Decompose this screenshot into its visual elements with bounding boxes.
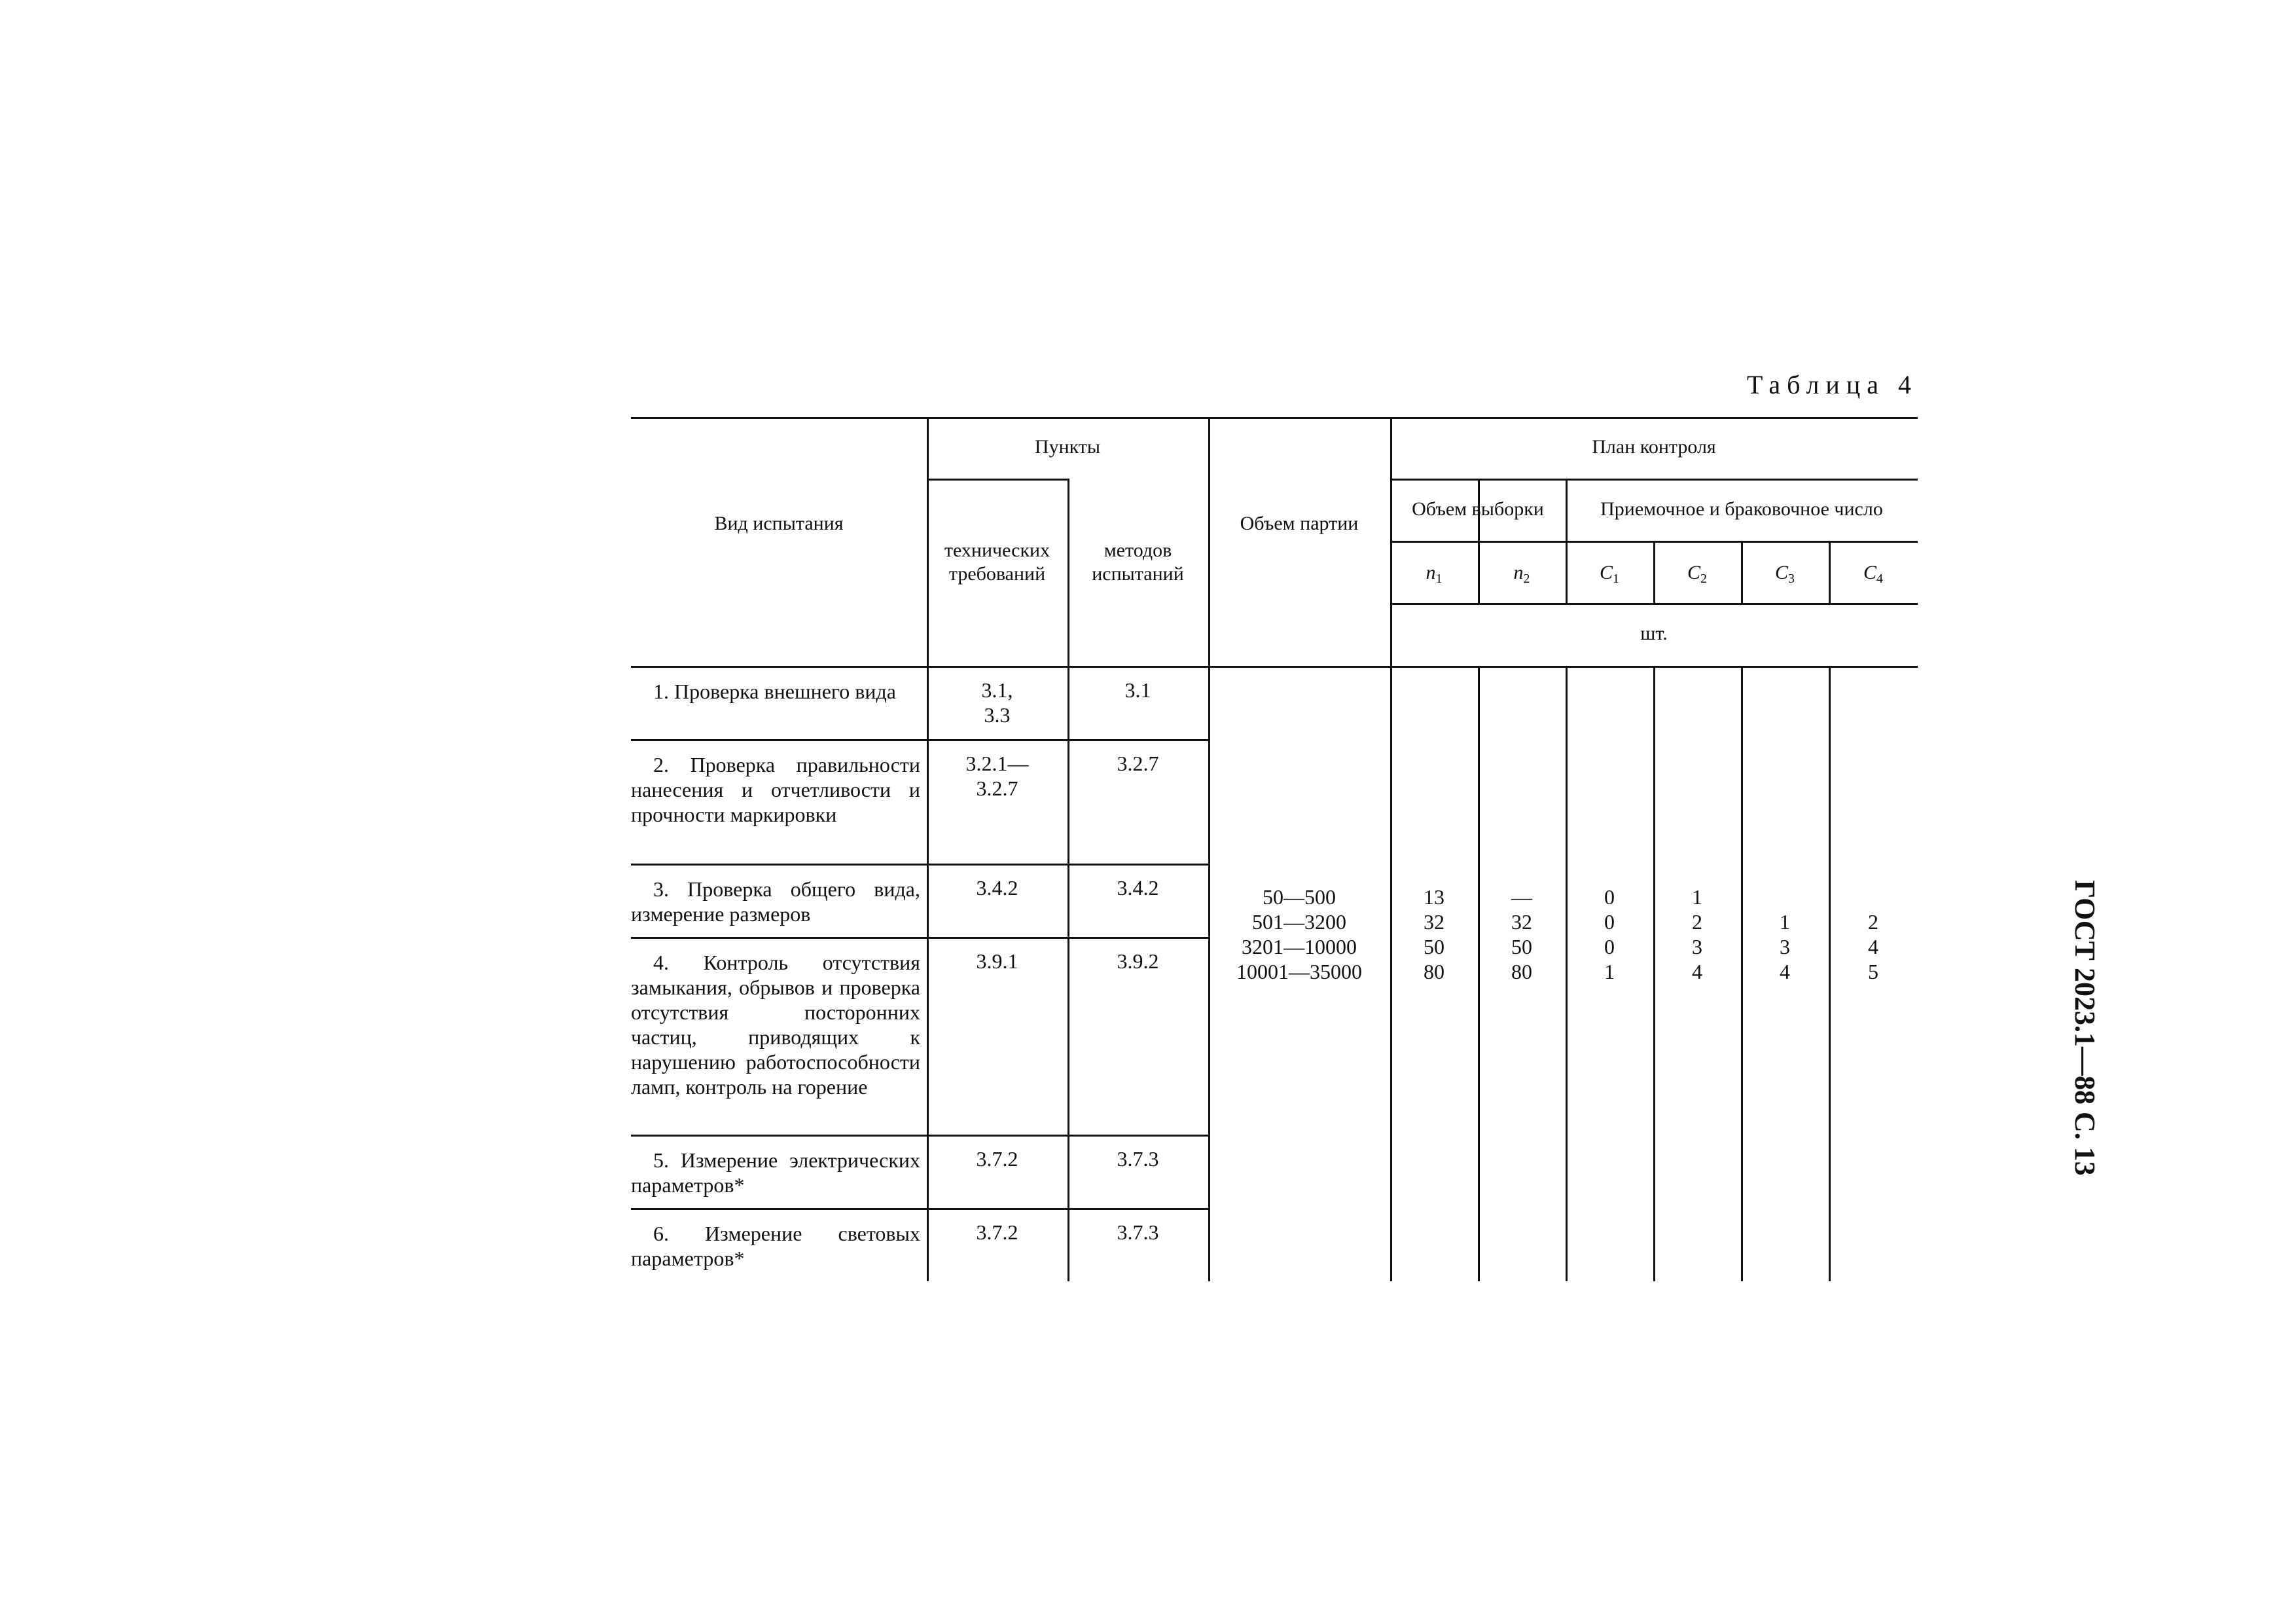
- header-control-plan: План контроля: [1592, 436, 1716, 458]
- row-2-bottom-rule: [631, 864, 1208, 866]
- header-c3: [1741, 561, 1829, 591]
- table-row-6-test-methods: 3.7.3: [1117, 1220, 1159, 1244]
- header-c2-subscript: 2: [1700, 572, 1707, 586]
- header-n2-symbol: n: [1513, 562, 1524, 583]
- table-row-3-name: 3. Проверка общего вида, измерение размеров: [631, 877, 920, 926]
- table-row-2-technical-requirements: 3.2.1— 3.2.7: [965, 752, 1029, 800]
- table-row-3-technical-requirements: 3.4.2: [976, 876, 1018, 900]
- table-row-1-technical-requirements: 3.1, 3.3: [981, 678, 1013, 727]
- row-4-bottom-rule: [631, 1135, 1208, 1137]
- table-header-bottom-rule: [631, 666, 1918, 668]
- header-c1-subscript: 1: [1613, 572, 1619, 586]
- header-c1-symbol: C: [1599, 562, 1613, 583]
- header-c3-symbol: C: [1774, 562, 1788, 583]
- header-c4-subscript: 4: [1876, 572, 1883, 586]
- header-c3-subscript: 3: [1788, 572, 1795, 586]
- control-plan-table: [631, 417, 1918, 1281]
- table-row-4-test-methods: 3.9.2: [1117, 949, 1159, 973]
- table-row-3-test-methods: 3.4.2: [1117, 876, 1159, 900]
- header-sample-size: Объем выборки: [1412, 498, 1544, 520]
- table-row-5-technical-requirements: 3.7.2: [976, 1147, 1018, 1171]
- header-clauses-rule: [927, 479, 1067, 481]
- header-n1: [1390, 561, 1478, 591]
- header-c4: [1829, 561, 1918, 591]
- table-row-1-test-methods: 3.1: [1124, 678, 1151, 702]
- table-row-6-name: 6. Измерение световых параметров*: [631, 1222, 920, 1270]
- n1-values: 13 32 50 80: [1424, 885, 1444, 983]
- header-c4-symbol: C: [1863, 562, 1876, 583]
- row-3-bottom-rule: [631, 937, 1208, 939]
- side-running-header: ГОСТ 2023.1—88 С. 13: [2069, 880, 2101, 1176]
- header-c2: [1653, 561, 1741, 591]
- header-c2-symbol: C: [1687, 562, 1700, 583]
- header-technical-requirements: технических требований: [944, 539, 1050, 585]
- c4-values: 2 4 5: [1868, 910, 1878, 983]
- header-plan-rule: [1390, 479, 1918, 481]
- header-n1-subscript: 1: [1435, 572, 1443, 586]
- header-test-methods: методов испытаний: [1092, 539, 1184, 585]
- row-1-bottom-rule: [631, 739, 1208, 741]
- table-row-5-test-methods: 3.7.3: [1117, 1147, 1159, 1171]
- table-row-6-technical-requirements: 3.7.2: [976, 1220, 1018, 1244]
- header-clauses: Пункты: [1034, 436, 1101, 458]
- table-row-4-name: 4. Контроль отсутствия замыкания, обрывов и проверка отсутствия посторонних частиц, приводящих к нарушению работоспособности ламп, контроль на горение: [631, 951, 920, 1099]
- table-row-2-test-methods: 3.2.7: [1117, 752, 1159, 775]
- c2-values: 1 2 3 4: [1692, 885, 1702, 983]
- table-top-rule: [631, 417, 1918, 419]
- header-n2: [1478, 561, 1566, 591]
- table-caption: Таблица 4: [1746, 370, 1918, 399]
- table-row-5-name: 5. Измерение электрических параметров*: [631, 1148, 920, 1197]
- header-acceptance-rejection-number: Приемочное и браковочное число: [1600, 498, 1883, 520]
- c1-values: 0 0 0 1: [1604, 885, 1615, 983]
- vertical-rule-methods: [1208, 417, 1210, 1281]
- table-row-1-name: 1. Проверка внешнего вида: [653, 680, 896, 703]
- vertical-rule-lot-size: [1390, 417, 1392, 1281]
- row-5-bottom-rule: [631, 1208, 1208, 1210]
- header-lot-size: Объем партии: [1240, 513, 1359, 534]
- n2-values: — 32 50 80: [1511, 885, 1532, 983]
- table-row-2-name: 2. Проверка правильности нанесения и отчетливости и прочности маркировки: [631, 753, 920, 826]
- lot-size-values: 50—500 501—3200 3201—10000 10001—35000: [1236, 885, 1362, 983]
- header-unit-rule: [1390, 603, 1918, 605]
- header-c1: [1566, 561, 1653, 591]
- header-n2-subscript: 2: [1523, 572, 1530, 586]
- header-test-type: Вид испытания: [714, 513, 844, 534]
- c3-values: 1 3 4: [1780, 910, 1790, 983]
- header-unit: шт.: [1640, 623, 1668, 644]
- table-row-4-technical-requirements: 3.9.1: [976, 949, 1018, 973]
- header-n1-symbol: n: [1426, 562, 1436, 583]
